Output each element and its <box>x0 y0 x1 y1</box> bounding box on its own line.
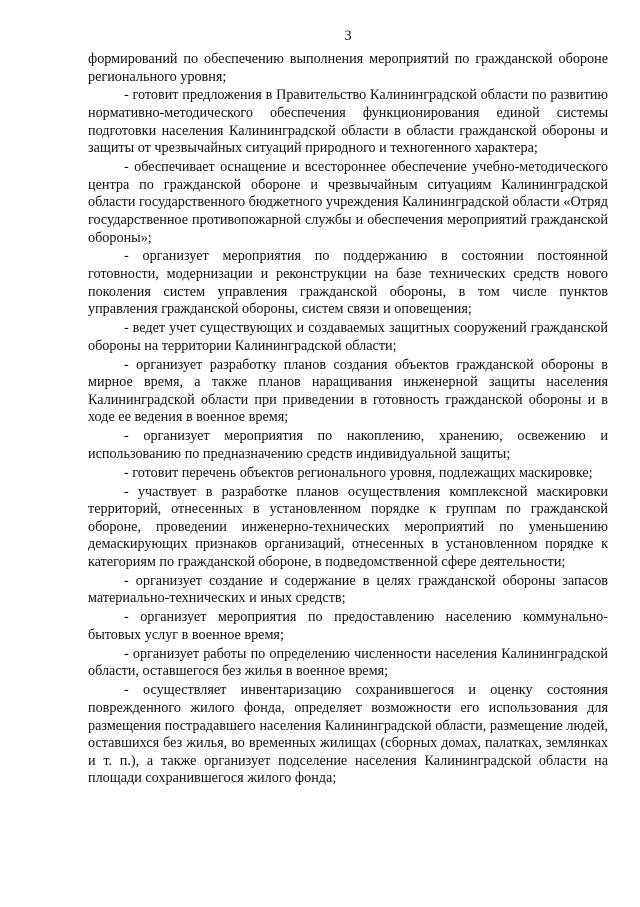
paragraph-homeless-count: - организует работы по определению численности населения Калининградской области, оставшегося без жилья в военное время; <box>88 645 608 680</box>
paragraph-camouflage-plans: - участвует в разработке планов осуществления комплексной маскировки территорий, отнесенных в установленном порядке к группам по гражданской обороне, проведении инженерно-технических мероприятий по уменьшению демаскирующих признаков организаций, отнесенных в установленном порядке к категориям по гражданской обороне, в подведомственной сфере деятельности; <box>88 483 608 570</box>
paragraph-housing-inventory: - осуществляет инвентаризацию сохранившегося и оценку состояния поврежденного жилого фонда, определяет возможности его использования для размещения пострадавшего населения Калининградской области, размещение людей, оставшихся без жилья, во временных жилищах (сборных домах, палатках, землянках и т. п.), а также организует подселение населения Калининградской области на площади сохранившегося жилого фонда; <box>88 682 608 787</box>
paragraph-protection-means: - организует мероприятия по накоплению, хранению, освежению и использованию по предназначению средств индивидуальной защиты; <box>88 428 608 462</box>
paragraph-readiness: - организует мероприятия по поддержанию в состоянии постоянной готовности, модернизации и реконструкции на базе технических средств нового поколения систем управления гражданской обороны, в том числе пунктов управления гражданской обороны, систем связи и оповещения; <box>88 248 608 318</box>
paragraph-continuation: формирований по обеспечению выполнения мероприятий по гражданской обороне регионального уровня; <box>88 51 608 85</box>
paragraph-proposals: - готовит предложения в Правительство Калининградской области по развитию нормативно-методического обеспечения функционирования единой системы подготовки населения Калининградской области в области гражданской обороны и защиты от чрезвычайных ситуаций природного и техногенного характера; <box>88 87 608 157</box>
paragraph-shelters: - ведет учет существующих и создаваемых защитных сооружений гражданской обороны на территории Калининградской области; <box>88 320 608 354</box>
paragraph-training-center: - обеспечивает оснащение и всестороннее обеспечение учебно-методического центра по гражданской обороне и чрезвычайным ситуациям Калининградской области государственного бюджетного учреждения Калининградской области «Отряд государственное противопожарной службы и обеспечения мероприятий гражданской обороны»; <box>88 159 608 246</box>
paragraph-planning: - организует разработку планов создания объектов гражданской обороны в мирное время, а также планов наращивания инженерной защиты населения Калининградской области при приведении в готовность гражданской обороны и в ходе ее ведения в военное время; <box>88 356 608 426</box>
paragraph-utility-services: - организует мероприятия по предоставлению населению коммунально-бытовых услуг в военное время; <box>88 609 608 643</box>
paragraph-reserves: - организует создание и содержание в целях гражданской обороны запасов материально-технических и иных средств; <box>88 572 608 607</box>
paragraph-camouflage-list: - готовит перечень объектов регионального уровня, подлежащих маскировке; <box>124 464 593 481</box>
page-number: 3 <box>344 28 352 44</box>
